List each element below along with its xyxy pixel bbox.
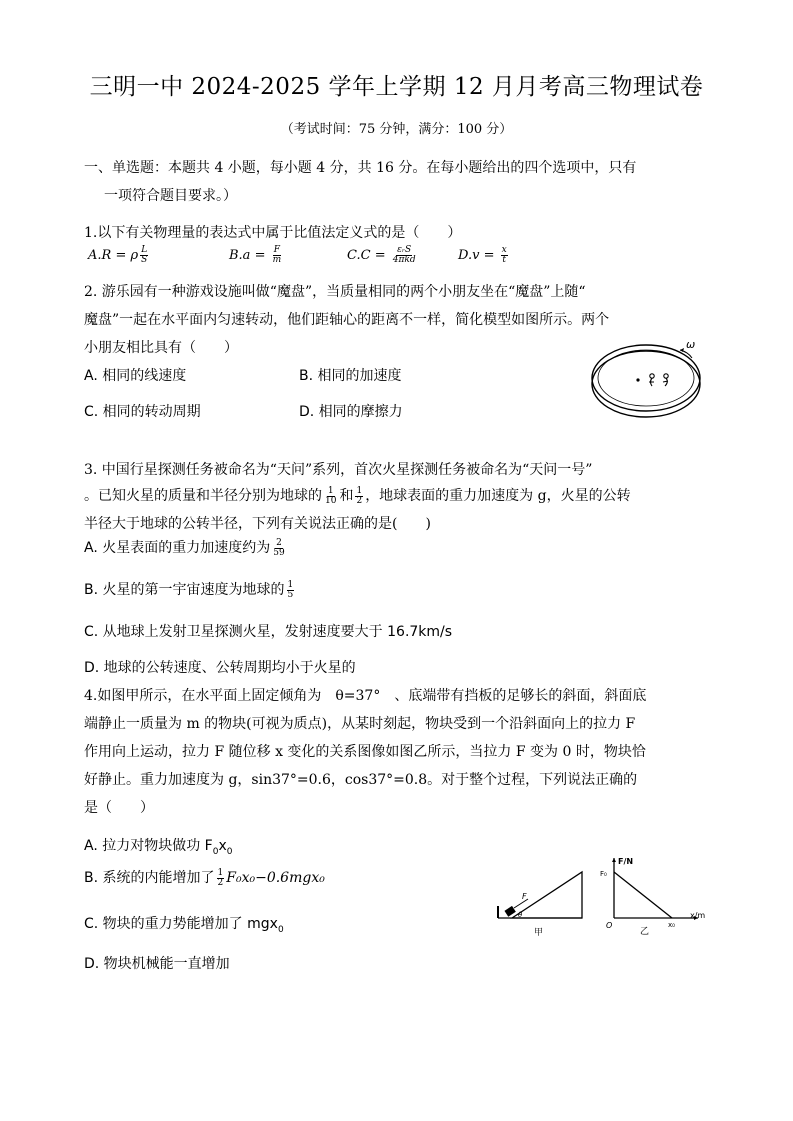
q4-option-a-x: x xyxy=(218,838,227,854)
q3-line2 xyxy=(84,486,631,506)
disc-inner-rim xyxy=(598,350,694,406)
exam-info: （考试时间：75 分钟，满分：100 分） xyxy=(280,122,513,137)
q3-frac2-num: 1 xyxy=(356,485,363,496)
q4-option-b-den: 2 xyxy=(217,877,224,888)
q1-c-den: 4πkd xyxy=(392,255,416,265)
child-figure-2 xyxy=(663,374,668,386)
q4-option-c-text: C. 物块的重力势能增加了 mgx xyxy=(84,916,278,932)
q2-line1: 2. 游乐园有一种游戏设施叫做“魔盘”，当质量相同的两个小朋友坐在“魔盘”上随“ xyxy=(84,284,586,300)
q3-frac1-den: 10 xyxy=(325,495,337,506)
q4-option-a xyxy=(84,836,233,862)
q3-line2-mid: 和 xyxy=(339,488,354,504)
q4-option-a-sub1: 0 xyxy=(212,846,219,857)
q4-option-b xyxy=(84,868,325,888)
section-heading-line2: 一项符合题目要求。） xyxy=(104,188,237,204)
q3-option-b-den: 5 xyxy=(287,589,294,600)
q4-option-a-sub2: 0 xyxy=(226,846,233,857)
q3-option-a-num: 2 xyxy=(276,537,282,548)
q4-line2: 端静止一质量为 m 的物块(可视为质点)，从某时刻起，物块受到一个沿斜面向上的拉力 F xyxy=(84,716,636,732)
origin-label: O xyxy=(606,921,613,930)
q3-option-a xyxy=(84,538,288,558)
q2-option-b: B. 相同的加速度 xyxy=(299,368,402,384)
q1-d-prefix: D.v = xyxy=(458,248,499,263)
q1-d-den: t xyxy=(502,255,506,265)
y-axis-label: F/N xyxy=(618,857,634,866)
q1-b-den: m xyxy=(272,255,282,265)
x-axis-label: x/m xyxy=(690,911,706,920)
q3-line2-post: ，地球表面的重力加速度为 g，火星的公转 xyxy=(365,488,631,504)
child-figure-1 xyxy=(649,374,654,386)
q3-option-b-text: B. 火星的第一宇宙速度为地球的 xyxy=(84,582,285,598)
q1-b-num: F xyxy=(273,245,280,255)
q4-line5: 是（ ） xyxy=(84,800,154,816)
q4-option-b-expr: F₀x₀−0.6mgx₀ xyxy=(226,870,325,886)
q3-option-d: D. 地球的公转速度、公转周期均小于火星的 xyxy=(84,660,356,676)
q1-a-num: L xyxy=(141,245,148,255)
q2-option-a: A. 相同的线速度 xyxy=(84,368,187,384)
q4-option-c xyxy=(84,914,284,940)
force-label: F xyxy=(522,892,527,901)
q3-line2-pre: 。已知火星的质量和半径分别为地球的 xyxy=(84,488,322,504)
q3-option-b xyxy=(84,580,296,600)
fig-jia-label: 甲 xyxy=(534,928,544,938)
fig-yi-label: 乙 xyxy=(640,927,650,937)
q4-option-c-sub: 0 xyxy=(277,924,284,935)
q3-option-a-text: A. 火星表面的重力加速度约为 xyxy=(84,540,271,556)
q4-option-a-text: A. 拉力对物块做功 F xyxy=(84,838,213,854)
section-heading-line1: 一、单选题：本题共 4 小题，每小题 4 分，共 16 分。在每小题给出的四个选项中，只有 xyxy=(84,160,637,176)
q1-b-prefix: B.a = xyxy=(229,248,270,263)
q3-option-a-den: 59 xyxy=(273,547,285,558)
theta-label: θ xyxy=(518,911,523,919)
q4-line3: 作用向上运动，拉力 F 随位移 x 变化的关系图像如图乙所示，当拉力 F 变为 0 时，物块恰 xyxy=(84,744,646,760)
page-title: 三明一中 2024-2025 学年上学期 12 月月考高三物理试卷 xyxy=(89,74,704,100)
q4-option-b-num: 1 xyxy=(217,867,224,878)
disc-center-point xyxy=(636,378,639,381)
q3-frac1-num: 1 xyxy=(327,485,334,496)
q1-option-a xyxy=(88,246,150,265)
y-axis-arrow xyxy=(612,858,616,862)
f0-label: F₀ xyxy=(600,870,607,878)
force-displacement-graph xyxy=(598,852,718,942)
x0-label: x₀ xyxy=(668,921,675,929)
q2-option-c: C. 相同的转动周期 xyxy=(84,404,201,420)
q1-c-prefix: C.C = xyxy=(347,248,390,263)
q1-a-prefix: A.R = ρ xyxy=(88,248,139,263)
incline-figure xyxy=(492,866,592,940)
force-line xyxy=(614,872,672,918)
q4-line1: 4.如图甲所示，在水平面上固定倾角为 θ=37° 、底端带有挡板的足够长的斜面，斜面底 xyxy=(84,688,647,704)
q1-a-den: S xyxy=(141,255,148,265)
q1-c-num: εᵣS xyxy=(397,245,412,255)
q1-d-num: x xyxy=(501,245,507,255)
q3-line1: 3. 中国行星探测任务被命名为“天问”系列，首次火星探测任务被命名为“天问一号” xyxy=(84,462,593,478)
q2-line3: 小朋友相比具有（ ） xyxy=(84,340,238,356)
q1-stem: 1.以下有关物理量的表达式中属于比值法定义式的是（ ） xyxy=(84,225,462,241)
q4-option-b-text: B. 系统的内能增加了 xyxy=(84,870,215,886)
omega-label: ω xyxy=(686,338,696,351)
q1-option-d xyxy=(458,246,510,265)
q4-option-d: D. 物块机械能一直增加 xyxy=(84,956,230,972)
q3-option-c: C. 从地球上发射卫星探测火星，发射速度要大于 16.7km/s xyxy=(84,624,453,640)
disc-top-surface xyxy=(592,345,700,411)
q3-line3: 半径大于地球的公转半径，下列有关说法正确的是( ) xyxy=(84,516,431,532)
q3-option-b-num: 1 xyxy=(287,579,294,590)
q3-frac2-den: 2 xyxy=(356,495,363,506)
q4-line4: 好静止。重力加速度为 g，sin37°=0.6，cos37°=0.8。对于整个过程，下列说法正确的 xyxy=(84,772,638,788)
q1-option-b xyxy=(229,246,284,265)
q2-line2: 魔盘”一起在水平面内匀速转动，他们距轴心的距离不一样，简化模型如图所示。两个 xyxy=(84,312,610,328)
magic-disc-figure xyxy=(588,336,706,428)
q2-option-d: D. 相同的摩擦力 xyxy=(299,404,403,420)
q1-option-c xyxy=(347,246,419,265)
